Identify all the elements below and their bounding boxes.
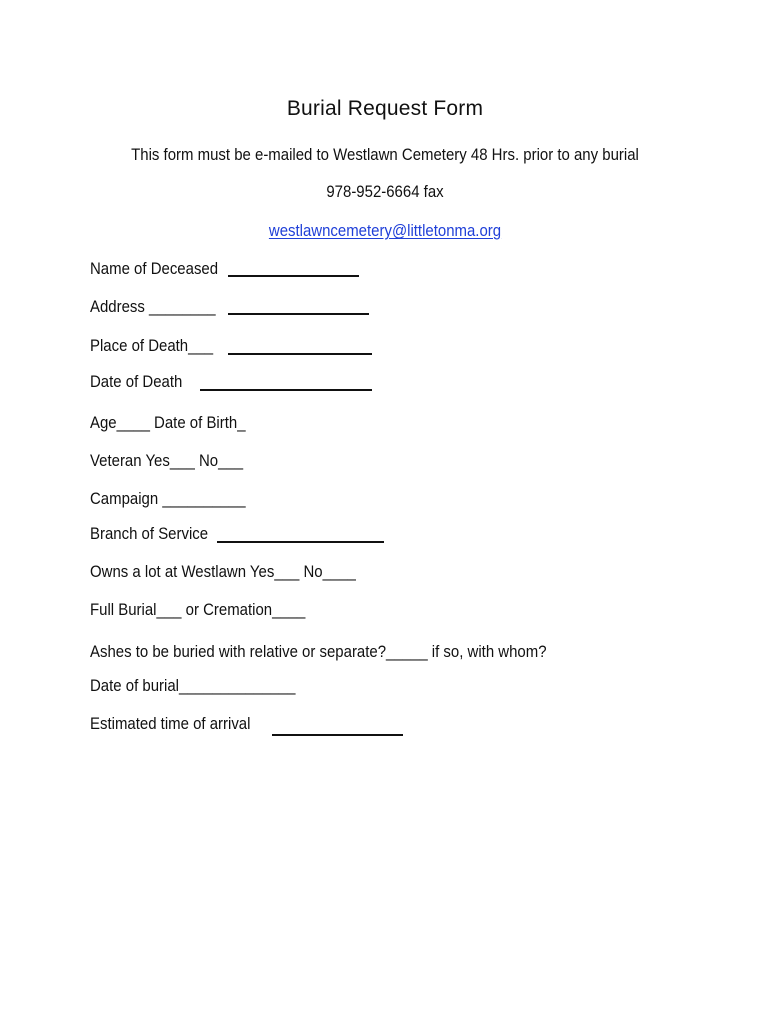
form-instructions: This form must be e-mailed to Westlawn Cemetery 48 Hrs. prior to any burial	[131, 145, 639, 164]
age-and-date-of-birth-label: Age____ Date of Birth_	[90, 413, 246, 432]
place-of-death-blank[interactable]	[228, 353, 372, 355]
address-label: Address ________	[90, 297, 216, 316]
veteran-label: Veteran Yes___ No___	[90, 451, 244, 470]
date-of-death-label: Date of Death	[90, 372, 183, 391]
form-title: Burial Request Form	[286, 97, 484, 120]
estimated-arrival-blank[interactable]	[272, 734, 403, 736]
date-of-burial-label: Date of burial______________	[90, 676, 296, 695]
campaign-label: Campaign __________	[90, 489, 246, 508]
address-blank[interactable]	[228, 313, 369, 315]
ashes-burial-label: Ashes to be buried with relative or separate?_____ if so, with whom?	[90, 642, 547, 661]
branch-of-service-label: Branch of Service	[90, 524, 209, 543]
estimated-arrival-label: Estimated time of arrival	[90, 714, 251, 733]
name-of-deceased-label: Name of Deceased	[90, 259, 219, 278]
owns-lot-label: Owns a lot at Westlawn Yes___ No____	[90, 562, 356, 581]
contact-email-link[interactable]: westlawncemetery@littletonma.org	[268, 221, 502, 240]
branch-of-service-blank[interactable]	[217, 541, 384, 543]
date-of-death-blank[interactable]	[200, 389, 372, 391]
name-of-deceased-blank[interactable]	[228, 275, 359, 277]
full-burial-or-cremation-label: Full Burial___ or Cremation____	[90, 600, 306, 619]
place-of-death-label: Place of Death___	[90, 336, 214, 355]
fax-number: 978-952-6664 fax	[326, 182, 444, 201]
